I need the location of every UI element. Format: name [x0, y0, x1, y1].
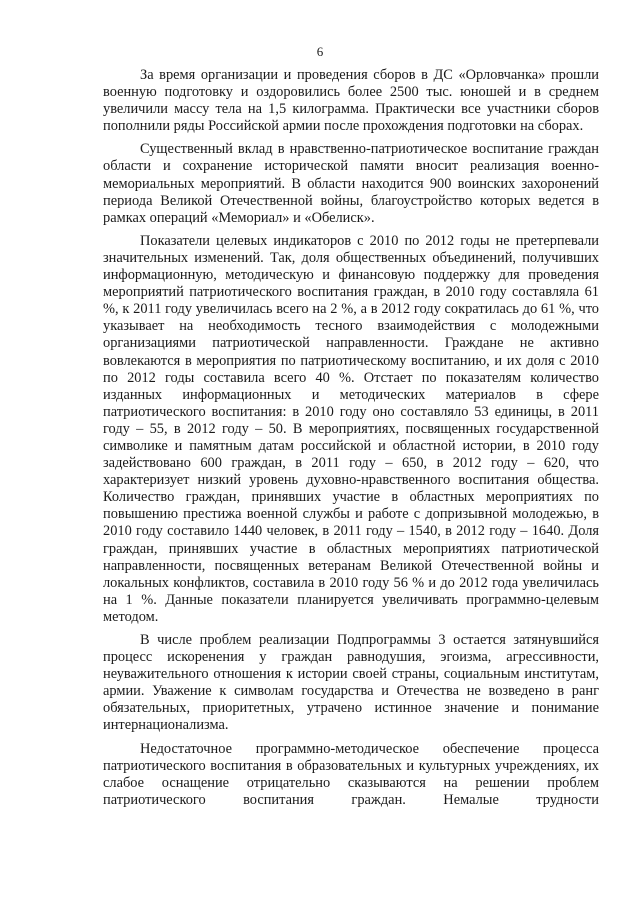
- page-number: 6: [316, 44, 324, 59]
- paragraph-subprogram-problems: В числе проблем реализации Подпрограммы 3 остается затянувшийся процесс искоренения у граждан равнодушия, эгоизма, агрессивности, неуважительного отношения к истории своей страны, социальным институтам, армии. Уважение к символам государства и Отечества не возведено в ранг обязательных, приоритетных, утрачено истинное значение и понимание интернационализма.: [103, 632, 599, 734]
- paragraph-target-indicators: Показатели целевых индикаторов с 2010 по 2012 годы не претерпевали значительных изменений. Так, доля общественных объединений, получивших информационную, методическую и финансовую поддержку для проведения мероприятий патриотического воспитания граждан, в 2010 году составляла 61 %, к 2011 году увеличилась всего на 2 %, а в 2012 году сократилась до 61 %, что указывает на необходимость тесного взаимодействия с молодежными организациями патриотической направленности. Граждане не активно вовлекаются в мероприятия по патриотическому воспитанию, и их доля с 2010 по 2012 годы составила всего 40 %. Отстает по показателям количество изданных информационных и методических материалов в сфере патриотического воспитания: в 2010 году оно составляло 53 единицы, в 2011 году – 55, в 2012 году – 50. В мероприятиях, посвященных государственной символике и памятным датам российской и областной истории, в 2010 году задействовано 600 граждан, в 2011 году – 650, в 2012 году – 620, что характеризует низкий уровень духовно-нравственного воспитания общества. Количество граждан, принявших участие в областных мероприятиях по повышению престижа военной службы и работе с допризывной молодежью, в 2010 году составило 1440 человек, в 2011 году – 1540, в 2012 году – 1640. Доля граждан, принявших участие в областных мероприятиях патриотической направленности, посвященных ветеранам Великой Отечественной войны и локальных конфликтов, составила в 2010 году 56 % и до 2012 года увеличилась на 1 %. Данные показатели планируется увеличивать программно-целевым методом.: [103, 232, 599, 625]
- paragraph-memorial-activities: Существенный вклад в нравственно-патриотическое воспитание граждан области и сохранение исторической памяти вносит реализация военно-мемориальных мероприятий. В области находится 900 воинских захоронений периода Великой Отечественной войны, благоустройство которых ведется в рамках операций «Мемориал» и «Обелиск».: [103, 141, 599, 226]
- paragraph-training-camps: За время организации и проведения сборов в ДС «Орловчанка» прошли военную подготовку и оздоровились более 2500 тыс. юношей и в среднем увеличили массу тела на 1,5 килограмма. Практически все участники сборов пополнили ряды Российской армии после прохождения подготовки на сборах.: [103, 67, 599, 135]
- paragraph-methodical-support: Недостаточное программно-методическое обеспечение процесса патриотического воспитания в образовательных и культурных учреждениях, их слабое оснащение отрицательно сказываются на решении проблем патриотического воспитания граждан. Немалые трудности: [103, 740, 599, 808]
- body-text: [103, 67, 599, 809]
